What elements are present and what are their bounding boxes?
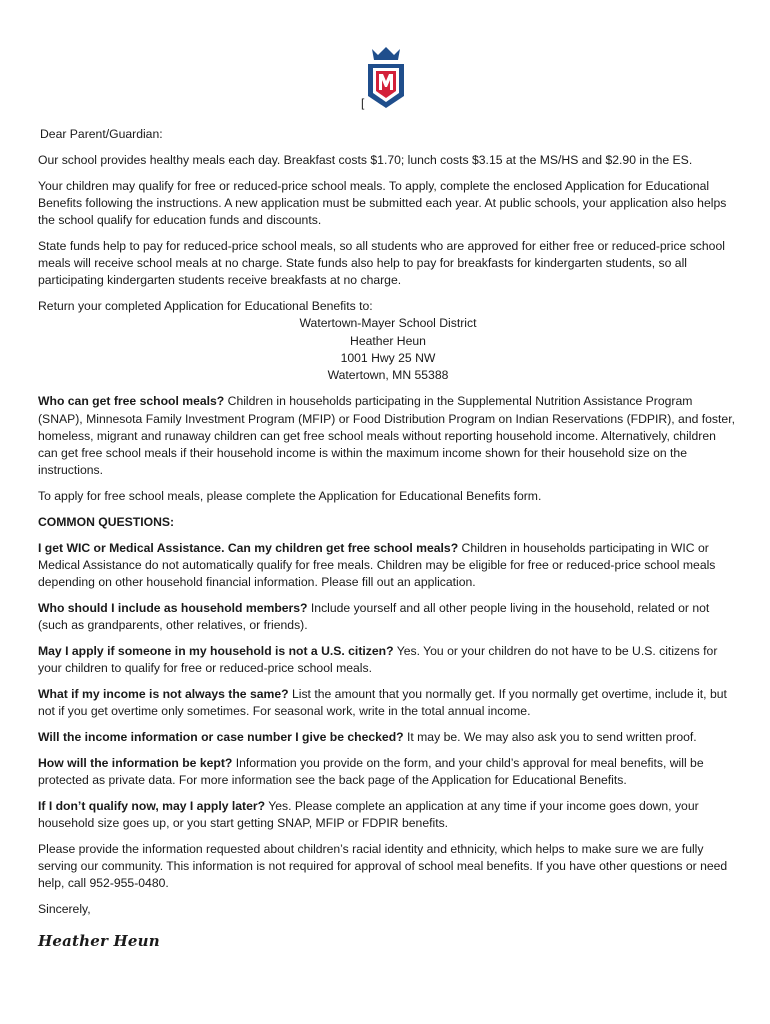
- question-label: Will the income information or case number I give be checked?: [38, 729, 404, 744]
- closing: Sincerely,: [38, 901, 91, 916]
- question-label: What if my income is not always the same?: [38, 686, 289, 701]
- question-label: May I apply if someone in my household is not a U.S. citizen?: [38, 643, 394, 658]
- faq-item: [38, 643, 738, 677]
- answer-text: Yes. You or your children do not have to be U.S. citizens for your children to qualify for free or reduced-price school meals.: [38, 643, 718, 676]
- faq-item: [38, 755, 738, 789]
- faq-item: [38, 686, 738, 720]
- answer-text: It may be. We may also ask you to send written proof.: [403, 729, 697, 744]
- school-logo: [362, 46, 410, 112]
- mailing-address: [38, 315, 738, 385]
- address-line: Watertown, MN 55388: [327, 368, 449, 383]
- paragraph-state-funds: State funds help to pay for reduced-price school meals, so all students who are approved for either free or reduced-price school meals will receive school meals at no charge. State funds also help to pay for breakfasts for kindergarten students, so all participating kindergarten students receive breakfasts at no charge.: [38, 238, 725, 288]
- faq-item: [38, 600, 738, 634]
- paragraph-how-to-apply: To apply for free school meals, please complete the Application for Educational Benefits form.: [38, 489, 542, 504]
- salutation: Dear Parent/Guardian:: [40, 127, 163, 141]
- answer-text: Children in households participating in WIC or Medical Assistance do not automatically qualify for free meals. Children may be eligible for free or reduced-price school meals depending on other household financial information. Please fill out an application.: [38, 540, 716, 590]
- question-label: Who should I include as household members?: [38, 600, 308, 615]
- faq-item: [38, 798, 738, 832]
- question-label: If I don’t qualify now, may I apply later?: [38, 798, 266, 813]
- paragraph-meal-costs: Our school provides healthy meals each day. Breakfast costs $1.70; lunch costs $3.15 at the MS/HS and $2.90 in the ES.: [38, 152, 693, 167]
- paragraph-qualify: Your children may qualify for free or reduced-price school meals. To apply, complete the enclosed Application for Educational Benefits following the instructions. A new application must be submitted each year. At public schools, your application also helps the school qualify for education funds and discounts.: [38, 178, 727, 227]
- answer-text: List the amount that you normally get. If you normally get overtime, include it, but not if you get overtime only sometimes. For seasonal work, write in the total annual income.: [38, 686, 727, 719]
- address-line: Watertown-Mayer School District: [299, 316, 477, 331]
- answer-text: Children in households participating in the Supplemental Nutrition Assistance Program (SNAP), Minnesota Family Investment Program (MFIP) or Food Distribution Program on Indian Reservations (FDPIR), and foster, homeless, migrant and runaway children can get free school meals without reporting household income. Alternatively, children can get free school meals if their household income is within the maximum income shown for their household size on the instructions.: [38, 394, 735, 478]
- question-label: How will the information be kept?: [38, 755, 233, 770]
- return-instructions: Return your completed Application for Educational Benefits to:: [38, 299, 373, 313]
- paragraph-who-can-get: [38, 393, 738, 479]
- signature: Heather Heun: [38, 932, 160, 950]
- answer-text: Include yourself and all other people living in the household, related or not (such as grandparents, other relatives, or friends).: [38, 600, 710, 633]
- faq-item: [38, 729, 738, 746]
- answer-text: Yes. Please complete an application at any time if your income goes down, your household size goes up, or you start getting SNAP, MFIP or FDPIR benefits.: [38, 798, 699, 830]
- letter-body: [38, 126, 738, 927]
- answer-text: Information you provide on the form, and your child’s approval for meal benefits, will be protected as private data. For more information see the back page of the Application for Educational Benefits.: [38, 755, 704, 787]
- paragraph-ethnicity: Please provide the information requested about children’s racial identity and ethnicity, which helps to make sure we are fully serving our community. This information is not required for approval of school meal benefits. If you have other questions or need help, call 952-955-0480.: [38, 841, 728, 891]
- address-line: Heather Heun: [350, 333, 426, 348]
- question-label: Who can get free school meals?: [38, 394, 225, 409]
- faq-item: [38, 540, 738, 592]
- question-label: I get WIC or Medical Assistance. Can my children get free school meals?: [38, 540, 459, 555]
- stray-bracket: [: [361, 96, 365, 110]
- common-questions-heading: COMMON QUESTIONS:: [38, 514, 175, 529]
- address-line: 1001 Hwy 25 NW: [340, 351, 436, 366]
